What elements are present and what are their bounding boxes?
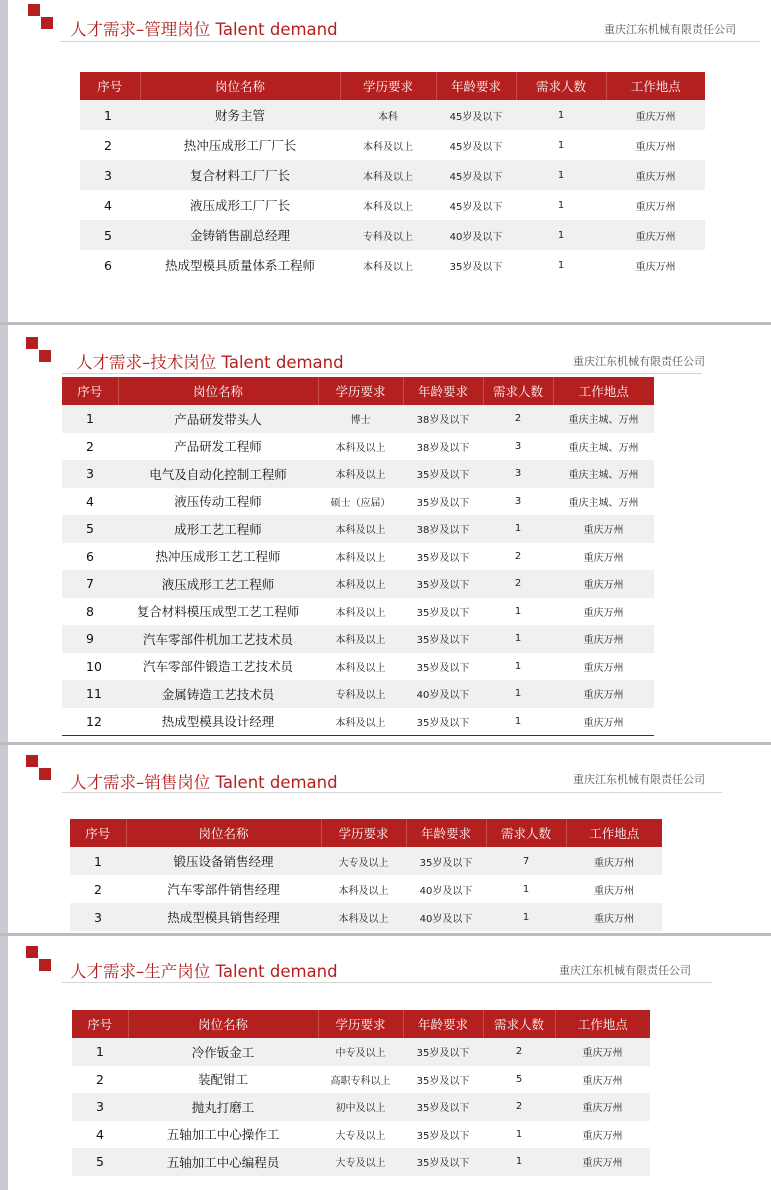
cell-index: 4 — [80, 190, 140, 220]
table-management — [80, 72, 705, 280]
cell-position: 热冲压成形工厂厂长 — [140, 130, 340, 160]
company-name: 重庆江东机械有限责任公司 — [604, 23, 736, 36]
cell-location: 重庆万州 — [553, 708, 654, 736]
cell-education: 本科及以上 — [340, 130, 436, 160]
cell-education: 本科及以上 — [340, 160, 436, 190]
cell-position: 装配钳工 — [128, 1066, 318, 1094]
table-row — [62, 598, 654, 626]
section-production — [0, 936, 771, 1190]
table-row — [62, 653, 654, 681]
table-row — [80, 130, 705, 160]
header-col-location: 工作地点 — [606, 72, 705, 100]
table-row — [80, 190, 705, 220]
cell-education: 中专及以上 — [318, 1038, 403, 1066]
cell-headcount: 1 — [483, 653, 553, 681]
cell-location: 重庆万州 — [606, 160, 705, 190]
header-col-location: 工作地点 — [553, 377, 654, 405]
cell-position: 复合材料模压成型工艺工程师 — [118, 598, 318, 626]
cell-location: 重庆万州 — [555, 1121, 650, 1149]
table-row — [62, 515, 654, 543]
cell-position: 锻压设备销售经理 — [126, 847, 321, 875]
header-col-education: 学历要求 — [340, 72, 436, 100]
cell-index: 12 — [62, 708, 118, 736]
cell-education: 本科及以上 — [318, 543, 403, 571]
cell-headcount: 3 — [483, 460, 553, 488]
cell-position: 金属铸造工艺技术员 — [118, 680, 318, 708]
cell-headcount: 1 — [483, 708, 553, 736]
company-name: 重庆江东机械有限责任公司 — [573, 773, 705, 786]
cell-age: 35岁及以下 — [403, 1148, 483, 1176]
cell-headcount: 1 — [516, 130, 606, 160]
cell-position: 成形工艺工程师 — [118, 515, 318, 543]
cell-index: 10 — [62, 653, 118, 681]
logo-squares — [26, 755, 52, 781]
cell-education: 本科及以上 — [321, 875, 406, 903]
table-row — [62, 570, 654, 598]
title-rule — [62, 982, 712, 983]
cell-headcount: 1 — [483, 598, 553, 626]
header-col-position: 岗位名称 — [128, 1010, 318, 1038]
cell-age: 35岁及以下 — [403, 598, 483, 626]
table-header-row — [80, 72, 705, 100]
cell-headcount: 1 — [516, 220, 606, 250]
cell-age: 35岁及以下 — [406, 847, 486, 875]
header-col-age: 年龄要求 — [403, 1010, 483, 1038]
cell-headcount: 1 — [486, 903, 566, 931]
cell-index: 2 — [72, 1066, 128, 1094]
cell-education: 大专及以上 — [321, 847, 406, 875]
company-name: 重庆江东机械有限责任公司 — [573, 355, 705, 368]
table-header-row — [62, 377, 654, 405]
header-col-index: 序号 — [72, 1010, 128, 1038]
cell-index: 7 — [62, 570, 118, 598]
cell-education: 本科及以上 — [321, 903, 406, 931]
cell-age: 45岁及以下 — [436, 160, 516, 190]
cell-education: 博士 — [318, 405, 403, 433]
cell-education: 大专及以上 — [318, 1121, 403, 1149]
cell-age: 35岁及以下 — [403, 570, 483, 598]
table-row — [80, 250, 705, 280]
table-row — [62, 680, 654, 708]
cell-index: 6 — [80, 250, 140, 280]
section-management — [0, 0, 771, 322]
table-row — [72, 1093, 650, 1121]
cell-position: 热成型模具质量体系工程师 — [140, 250, 340, 280]
header-col-education: 学历要求 — [318, 1010, 403, 1038]
table-row — [80, 220, 705, 250]
cell-age: 35岁及以下 — [403, 488, 483, 516]
cell-headcount: 2 — [483, 405, 553, 433]
cell-index: 1 — [70, 847, 126, 875]
table-row — [72, 1066, 650, 1094]
cell-position: 液压传动工程师 — [118, 488, 318, 516]
title-rule — [62, 792, 722, 793]
title-rule — [60, 41, 760, 42]
cell-education: 高职专科以上 — [318, 1066, 403, 1094]
cell-location: 重庆万州 — [566, 875, 662, 903]
cell-location: 重庆万州 — [606, 220, 705, 250]
cell-index: 5 — [80, 220, 140, 250]
cell-education: 本科及以上 — [318, 653, 403, 681]
header-col-age: 年龄要求 — [403, 377, 483, 405]
cell-location: 重庆万州 — [553, 598, 654, 626]
cell-index: 8 — [62, 598, 118, 626]
header-col-position: 岗位名称 — [118, 377, 318, 405]
cell-position: 汽车零部件销售经理 — [126, 875, 321, 903]
cell-headcount: 1 — [483, 1121, 555, 1149]
logo-squares — [26, 337, 52, 363]
cell-position: 热成型模具销售经理 — [126, 903, 321, 931]
cell-position: 热成型模具设计经理 — [118, 708, 318, 736]
table-bottom-rule — [62, 735, 654, 736]
cell-position: 汽车零部件机加工艺技术员 — [118, 625, 318, 653]
cell-location: 重庆万州 — [566, 903, 662, 931]
table-sales — [70, 819, 662, 931]
cell-education: 本科及以上 — [340, 190, 436, 220]
section-sales — [0, 745, 771, 933]
cell-index: 5 — [62, 515, 118, 543]
cell-headcount: 7 — [486, 847, 566, 875]
cell-index: 3 — [70, 903, 126, 931]
cell-position: 冷作钣金工 — [128, 1038, 318, 1066]
cell-index: 6 — [62, 543, 118, 571]
header-col-age: 年龄要求 — [436, 72, 516, 100]
cell-location: 重庆万州 — [553, 515, 654, 543]
cell-age: 35岁及以下 — [403, 543, 483, 571]
cell-education: 本科及以上 — [318, 433, 403, 461]
cell-education: 大专及以上 — [318, 1148, 403, 1176]
cell-position: 热冲压成形工艺工程师 — [118, 543, 318, 571]
cell-location: 重庆万州 — [555, 1148, 650, 1176]
cell-location: 重庆万州 — [606, 250, 705, 280]
table-row — [62, 433, 654, 461]
cell-education: 本科及以上 — [318, 625, 403, 653]
cell-location: 重庆主城、万州 — [553, 488, 654, 516]
cell-location: 重庆万州 — [566, 847, 662, 875]
cell-location: 重庆万州 — [553, 625, 654, 653]
cell-education: 本科及以上 — [318, 598, 403, 626]
cell-age: 38岁及以下 — [403, 405, 483, 433]
cell-index: 2 — [80, 130, 140, 160]
cell-education: 专科及以上 — [318, 680, 403, 708]
table-row — [62, 625, 654, 653]
table-row — [62, 708, 654, 736]
title-rule — [62, 373, 702, 374]
cell-age: 35岁及以下 — [436, 250, 516, 280]
panel-frame — [0, 325, 8, 742]
cell-index: 5 — [72, 1148, 128, 1176]
cell-education: 专科及以上 — [340, 220, 436, 250]
table-row — [62, 405, 654, 433]
cell-location: 重庆万州 — [553, 653, 654, 681]
cell-position: 财务主管 — [140, 100, 340, 130]
table-technical — [62, 377, 654, 735]
cell-age: 40岁及以下 — [406, 903, 486, 931]
table-production — [72, 1010, 650, 1176]
table-row — [80, 160, 705, 190]
cell-position: 液压成形工厂厂长 — [140, 190, 340, 220]
cell-headcount: 1 — [483, 625, 553, 653]
table-row — [62, 460, 654, 488]
cell-index: 1 — [80, 100, 140, 130]
cell-location: 重庆万州 — [553, 570, 654, 598]
cell-position: 汽车零部件锻造工艺技术员 — [118, 653, 318, 681]
cell-age: 40岁及以下 — [436, 220, 516, 250]
header-col-index: 序号 — [80, 72, 140, 100]
cell-headcount: 2 — [483, 543, 553, 571]
cell-location: 重庆主城、万州 — [553, 460, 654, 488]
cell-age: 45岁及以下 — [436, 130, 516, 160]
header-col-education: 学历要求 — [318, 377, 403, 405]
cell-index: 3 — [62, 460, 118, 488]
header-col-location: 工作地点 — [555, 1010, 650, 1038]
table-row — [70, 875, 662, 903]
header-col-index: 序号 — [62, 377, 118, 405]
cell-headcount: 1 — [516, 160, 606, 190]
cell-age: 35岁及以下 — [403, 708, 483, 736]
cell-age: 40岁及以下 — [403, 680, 483, 708]
cell-index: 9 — [62, 625, 118, 653]
cell-location: 重庆万州 — [606, 130, 705, 160]
cell-position: 五轴加工中心编程员 — [128, 1148, 318, 1176]
cell-location: 重庆万州 — [553, 543, 654, 571]
panel-frame — [0, 745, 8, 933]
cell-location: 重庆主城、万州 — [553, 405, 654, 433]
cell-age: 35岁及以下 — [403, 1093, 483, 1121]
cell-headcount: 2 — [483, 570, 553, 598]
cell-education: 本科及以上 — [318, 515, 403, 543]
cell-index: 1 — [72, 1038, 128, 1066]
cell-headcount: 5 — [483, 1066, 555, 1094]
cell-headcount: 2 — [483, 1093, 555, 1121]
cell-age: 35岁及以下 — [403, 1121, 483, 1149]
cell-education: 本科及以上 — [318, 460, 403, 488]
cell-age: 38岁及以下 — [403, 515, 483, 543]
header-col-education: 学历要求 — [321, 819, 406, 847]
header-col-headcount: 需求人数 — [516, 72, 606, 100]
cell-position: 产品研发带头人 — [118, 405, 318, 433]
cell-headcount: 1 — [516, 100, 606, 130]
cell-age: 35岁及以下 — [403, 1038, 483, 1066]
cell-headcount: 1 — [486, 875, 566, 903]
section-title: 人才需求–技术岗位 Talent demand — [76, 353, 344, 372]
cell-location: 重庆主城、万州 — [553, 433, 654, 461]
cell-age: 35岁及以下 — [403, 460, 483, 488]
cell-location: 重庆万州 — [553, 680, 654, 708]
company-name: 重庆江东机械有限责任公司 — [559, 964, 691, 977]
cell-headcount: 2 — [483, 1038, 555, 1066]
cell-education: 本科及以上 — [318, 708, 403, 736]
cell-index: 11 — [62, 680, 118, 708]
cell-index: 3 — [80, 160, 140, 190]
cell-education: 本科 — [340, 100, 436, 130]
cell-position: 金铸销售副总经理 — [140, 220, 340, 250]
section-title: 人才需求–销售岗位 Talent demand — [70, 773, 338, 792]
logo-squares — [28, 4, 54, 30]
table-row — [62, 543, 654, 571]
header-col-index: 序号 — [70, 819, 126, 847]
cell-headcount: 1 — [516, 250, 606, 280]
cell-index: 2 — [62, 433, 118, 461]
header-col-position: 岗位名称 — [140, 72, 340, 100]
table-row — [70, 903, 662, 931]
cell-position: 复合材料工厂厂长 — [140, 160, 340, 190]
cell-location: 重庆万州 — [606, 190, 705, 220]
cell-position: 五轴加工中心操作工 — [128, 1121, 318, 1149]
section-title: 人才需求–生产岗位 Talent demand — [70, 962, 338, 981]
cell-age: 35岁及以下 — [403, 625, 483, 653]
cell-age: 38岁及以下 — [403, 433, 483, 461]
panel-frame — [0, 936, 8, 1190]
cell-age: 35岁及以下 — [403, 653, 483, 681]
cell-index: 3 — [72, 1093, 128, 1121]
header-col-headcount: 需求人数 — [483, 377, 553, 405]
table-header-row — [72, 1010, 650, 1038]
panel-frame — [0, 0, 8, 322]
header-col-age: 年龄要求 — [406, 819, 486, 847]
table-row — [72, 1121, 650, 1149]
header-col-headcount: 需求人数 — [483, 1010, 555, 1038]
cell-headcount: 1 — [483, 1148, 555, 1176]
section-title: 人才需求–管理岗位 Talent demand — [70, 20, 338, 39]
cell-index: 4 — [72, 1121, 128, 1149]
cell-index: 1 — [62, 405, 118, 433]
cell-education: 本科及以上 — [318, 570, 403, 598]
section-technical — [0, 325, 771, 742]
table-row — [62, 488, 654, 516]
logo-squares — [26, 946, 52, 972]
table-header-row — [70, 819, 662, 847]
cell-headcount: 1 — [516, 190, 606, 220]
table-row — [80, 100, 705, 130]
cell-age: 45岁及以下 — [436, 190, 516, 220]
header-col-position: 岗位名称 — [126, 819, 321, 847]
cell-education: 硕士（应届） — [318, 488, 403, 516]
table-row — [72, 1038, 650, 1066]
cell-age: 45岁及以下 — [436, 100, 516, 130]
cell-age: 35岁及以下 — [403, 1066, 483, 1094]
cell-education: 初中及以上 — [318, 1093, 403, 1121]
cell-education: 本科及以上 — [340, 250, 436, 280]
cell-location: 重庆万州 — [606, 100, 705, 130]
cell-location: 重庆万州 — [555, 1066, 650, 1094]
header-col-headcount: 需求人数 — [486, 819, 566, 847]
cell-headcount: 3 — [483, 488, 553, 516]
cell-index: 2 — [70, 875, 126, 903]
cell-location: 重庆万州 — [555, 1093, 650, 1121]
table-row — [72, 1148, 650, 1176]
header-col-location: 工作地点 — [566, 819, 662, 847]
cell-headcount: 1 — [483, 680, 553, 708]
cell-headcount: 1 — [483, 515, 553, 543]
cell-position: 电气及自动化控制工程师 — [118, 460, 318, 488]
cell-headcount: 3 — [483, 433, 553, 461]
cell-position: 抛丸打磨工 — [128, 1093, 318, 1121]
cell-age: 40岁及以下 — [406, 875, 486, 903]
cell-position: 产品研发工程师 — [118, 433, 318, 461]
table-row — [70, 847, 662, 875]
cell-location: 重庆万州 — [555, 1038, 650, 1066]
cell-position: 液压成形工艺工程师 — [118, 570, 318, 598]
cell-index: 4 — [62, 488, 118, 516]
